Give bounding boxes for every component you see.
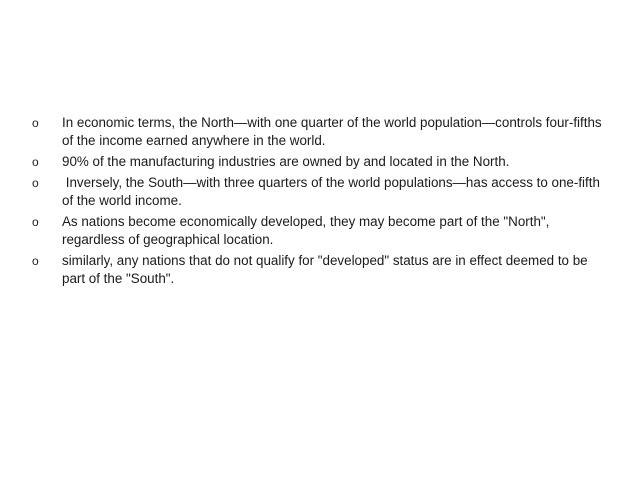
bullet-marker: o [32, 254, 39, 268]
bullet-marker: o [32, 215, 39, 229]
bullet-item [32, 114, 612, 150]
bullet-text: 90% of the manufacturing industries are owned by and located in the North. [62, 154, 510, 169]
bullet-marker: o [32, 155, 39, 169]
bullet-text: As nations become economically developed, they may become part of the "North", regardless of geographical location. [62, 214, 550, 247]
bullet-text: Inversely, the South—with three quarters of the world populations—has access to one-fifth of the world income. [62, 175, 604, 208]
bullet-item [32, 252, 612, 288]
bullet-item [32, 153, 612, 171]
bullet-item [32, 174, 612, 210]
bullet-list [32, 114, 612, 291]
bullet-text: In economic terms, the North—with one quarter of the world population—controls four-fifths of the income earned anywhere in the world. [62, 115, 602, 148]
bullet-item [32, 213, 612, 249]
bullet-marker: o [32, 176, 39, 190]
bullet-text: similarly, any nations that do not qualify for "developed" status are in effect deemed to be part of the "South". [62, 253, 588, 286]
bullet-marker: o [32, 116, 39, 130]
